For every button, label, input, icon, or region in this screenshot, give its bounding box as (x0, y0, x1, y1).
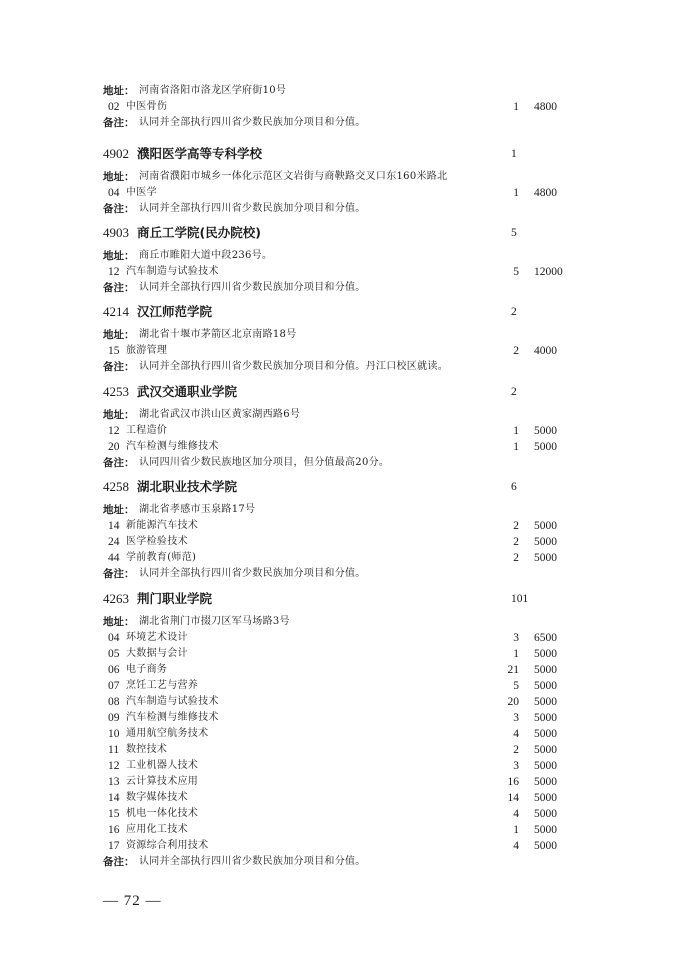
major-code: 15 (108, 345, 120, 357)
major-code: 14 (108, 520, 120, 532)
major-code: 06 (108, 664, 120, 676)
major-tuition-fee: 5000 (534, 776, 557, 788)
school-code: 4214 (103, 304, 129, 319)
remark-line (0, 280, 680, 296)
major-code: 20 (108, 441, 120, 453)
address-text: 湖北省武汉市洪山区黄家湖西路6号 (139, 409, 301, 420)
major-tuition-fee: 6500 (534, 632, 557, 644)
address-line (0, 502, 680, 518)
major-tuition-fee: 5000 (534, 425, 557, 437)
school-name: 荆门职业学院 (137, 591, 213, 606)
major-row (0, 343, 680, 359)
address-text: 商丘市睢阳大道中段236号。 (139, 250, 273, 261)
remark-label: 备注： (103, 203, 135, 215)
school-total-count: 101 (511, 593, 529, 605)
school-total-count: 5 (511, 227, 517, 239)
major-name: 应用化工技术 (126, 824, 188, 835)
school-code: 4253 (103, 384, 129, 399)
major-code: 07 (108, 680, 120, 692)
major-code: 17 (108, 840, 120, 852)
school-total-count: 1 (511, 148, 517, 160)
school-name: 商丘工学院(民办院校) (137, 225, 261, 240)
address-line (0, 407, 680, 423)
major-plan-count: 4 (513, 808, 519, 820)
major-tuition-fee: 12000 (534, 266, 563, 278)
major-row (0, 550, 680, 566)
address-text: 河南省濮阳市城乡一体化示范区文岩街与商鞅路交叉口东160米路北 (139, 171, 448, 182)
major-plan-count: 1 (513, 425, 519, 437)
major-code: 15 (108, 808, 120, 820)
address-line (0, 169, 680, 185)
major-name: 旅游管理 (126, 345, 168, 356)
major-row (0, 742, 680, 758)
major-tuition-fee: 5000 (534, 680, 557, 692)
school-code: 4902 (103, 146, 129, 161)
school-header (0, 477, 680, 497)
major-row (0, 694, 680, 710)
remark-text: 认同并全部执行四川省少数民族加分项目和分值。 (139, 282, 366, 293)
major-code: 10 (108, 728, 120, 740)
major-tuition-fee: 4800 (534, 101, 557, 113)
remark-text: 认同并全部执行四川省少数民族加分项目和分值。 (139, 203, 366, 214)
major-plan-count: 5 (513, 266, 519, 278)
major-code: 14 (108, 792, 120, 804)
major-row (0, 646, 680, 662)
major-name: 医学检验技术 (126, 536, 188, 547)
major-code: 05 (108, 648, 120, 660)
major-tuition-fee: 5000 (534, 808, 557, 820)
school-total-count: 2 (511, 306, 517, 318)
major-code: 12 (108, 760, 120, 772)
remark-label: 备注： (103, 282, 135, 294)
remark-line (0, 359, 680, 375)
school-header (0, 589, 680, 609)
major-row (0, 518, 680, 534)
major-tuition-fee: 5000 (534, 728, 557, 740)
major-code: 08 (108, 696, 120, 708)
address-line (0, 83, 680, 99)
school-total-count: 2 (511, 386, 517, 398)
major-tuition-fee: 5000 (534, 696, 557, 708)
address-label: 地址： (103, 329, 135, 341)
remark-text: 认同并全部执行四川省少数民族加分项目和分值。 (139, 856, 366, 867)
major-row (0, 838, 680, 854)
major-name: 资源综合利用技术 (126, 840, 209, 851)
major-name: 学前教育(师范) (126, 552, 197, 563)
address-text: 河南省洛阳市洛龙区学府街10号 (139, 85, 287, 96)
school-header (0, 144, 680, 164)
school-header (0, 223, 680, 243)
remark-line (0, 455, 680, 471)
major-plan-count: 2 (513, 345, 519, 357)
remark-label: 备注： (103, 856, 135, 868)
major-name: 工程造价 (126, 425, 168, 436)
major-plan-count: 4 (513, 840, 519, 852)
address-line (0, 327, 680, 343)
major-row (0, 264, 680, 280)
major-tuition-fee: 4000 (534, 345, 557, 357)
major-name: 大数据与会计 (126, 648, 188, 659)
major-code: 24 (108, 536, 120, 548)
major-plan-count: 16 (507, 776, 519, 788)
major-plan-count: 21 (507, 664, 519, 676)
major-tuition-fee: 5000 (534, 744, 557, 756)
major-code: 04 (108, 187, 120, 199)
major-name: 汽车制造与试验技术 (126, 266, 219, 277)
address-label: 地址： (103, 616, 135, 628)
school-name: 汉江师范学院 (137, 304, 213, 319)
major-plan-count: 2 (513, 520, 519, 532)
page-number: — 72 — (103, 893, 162, 909)
school-name: 武汉交通职业学院 (137, 384, 238, 399)
address-text: 湖北省十堰市茅箭区北京南路18号 (139, 329, 297, 340)
major-row (0, 726, 680, 742)
school-code: 4903 (103, 225, 129, 240)
major-tuition-fee: 5000 (534, 824, 557, 836)
school-header (0, 382, 680, 402)
major-plan-count: 3 (513, 760, 519, 772)
major-name: 电子商务 (126, 664, 168, 675)
address-label: 地址： (103, 85, 135, 97)
major-name: 中医学 (126, 187, 157, 198)
major-row (0, 662, 680, 678)
major-name: 通用航空航务技术 (126, 728, 209, 739)
major-name: 环境艺术设计 (126, 632, 188, 643)
major-tuition-fee: 5000 (534, 760, 557, 772)
major-plan-count: 1 (513, 187, 519, 199)
major-name: 工业机器人技术 (126, 760, 199, 771)
major-name: 机电一体化技术 (126, 808, 199, 819)
remark-text: 认同四川省少数民族地区加分项目，但分值最高20分。 (139, 457, 390, 468)
remark-label: 备注： (103, 568, 135, 580)
major-tuition-fee: 5000 (534, 441, 557, 453)
major-row (0, 423, 680, 439)
major-tuition-fee: 5000 (534, 648, 557, 660)
address-label: 地址： (103, 250, 135, 262)
major-plan-count: 1 (513, 441, 519, 453)
major-code: 44 (108, 552, 120, 564)
major-code: 16 (108, 824, 120, 836)
school-code: 4263 (103, 591, 129, 606)
major-plan-count: 3 (513, 712, 519, 724)
major-tuition-fee: 5000 (534, 664, 557, 676)
school-header (0, 302, 680, 322)
school-code: 4258 (103, 479, 129, 494)
remark-label: 备注： (103, 117, 135, 129)
major-plan-count: 1 (513, 101, 519, 113)
major-name: 云计算技术应用 (126, 776, 199, 787)
major-plan-count: 1 (513, 824, 519, 836)
major-tuition-fee: 5000 (534, 520, 557, 532)
address-text: 湖北省荆门市掇刀区军马场路3号 (139, 616, 290, 627)
address-line (0, 248, 680, 264)
remark-line (0, 201, 680, 217)
remark-text: 认同并全部执行四川省少数民族加分项目和分值。 (139, 568, 366, 579)
major-code: 09 (108, 712, 120, 724)
major-tuition-fee: 5000 (534, 552, 557, 564)
major-plan-count: 2 (513, 744, 519, 756)
major-row (0, 99, 680, 115)
school-total-count: 6 (511, 481, 517, 493)
address-line (0, 614, 680, 630)
major-tuition-fee: 4800 (534, 187, 557, 199)
remark-label: 备注： (103, 457, 135, 469)
major-row (0, 790, 680, 806)
remark-text: 认同并全部执行四川省少数民族加分项目和分值。 (139, 117, 366, 128)
major-code: 04 (108, 632, 120, 644)
major-tuition-fee: 5000 (534, 840, 557, 852)
address-text: 湖北省孝感市玉泉路17号 (139, 504, 256, 515)
major-tuition-fee: 5000 (534, 792, 557, 804)
remark-label: 备注： (103, 361, 135, 373)
remark-line (0, 115, 680, 131)
major-plan-count: 14 (507, 792, 519, 804)
major-name: 新能源汽车技术 (126, 520, 199, 531)
remark-line (0, 566, 680, 582)
major-plan-count: 5 (513, 680, 519, 692)
major-name: 数字媒体技术 (126, 792, 188, 803)
major-code: 11 (108, 744, 120, 756)
school-name: 濮阳医学高等专科学校 (137, 146, 263, 161)
major-code: 02 (108, 101, 120, 113)
major-plan-count: 20 (507, 696, 519, 708)
major-plan-count: 2 (513, 552, 519, 564)
major-name: 数控技术 (126, 744, 168, 755)
major-name: 汽车检测与维修技术 (126, 441, 219, 452)
address-label: 地址： (103, 409, 135, 421)
major-row (0, 710, 680, 726)
major-name: 中医骨伤 (126, 101, 168, 112)
remark-line (0, 854, 680, 870)
major-row (0, 630, 680, 646)
major-row (0, 758, 680, 774)
major-tuition-fee: 5000 (534, 712, 557, 724)
major-plan-count: 4 (513, 728, 519, 740)
remark-text: 认同并全部执行四川省少数民族加分项目和分值。丹江口校区就读。 (139, 361, 448, 372)
major-code: 12 (108, 425, 120, 437)
major-row (0, 806, 680, 822)
major-plan-count: 1 (513, 648, 519, 660)
major-row (0, 439, 680, 455)
major-plan-count: 3 (513, 632, 519, 644)
major-row (0, 774, 680, 790)
major-name: 汽车制造与试验技术 (126, 696, 219, 707)
major-row (0, 822, 680, 838)
major-row (0, 185, 680, 201)
major-name: 烹饪工艺与营养 (126, 680, 199, 691)
major-code: 13 (108, 776, 120, 788)
major-plan-count: 2 (513, 536, 519, 548)
major-code: 12 (108, 266, 120, 278)
major-name: 汽车检测与维修技术 (126, 712, 219, 723)
address-label: 地址： (103, 171, 135, 183)
major-tuition-fee: 5000 (534, 536, 557, 548)
school-name: 湖北职业技术学院 (137, 479, 238, 494)
major-row (0, 534, 680, 550)
address-label: 地址： (103, 504, 135, 516)
major-row (0, 678, 680, 694)
